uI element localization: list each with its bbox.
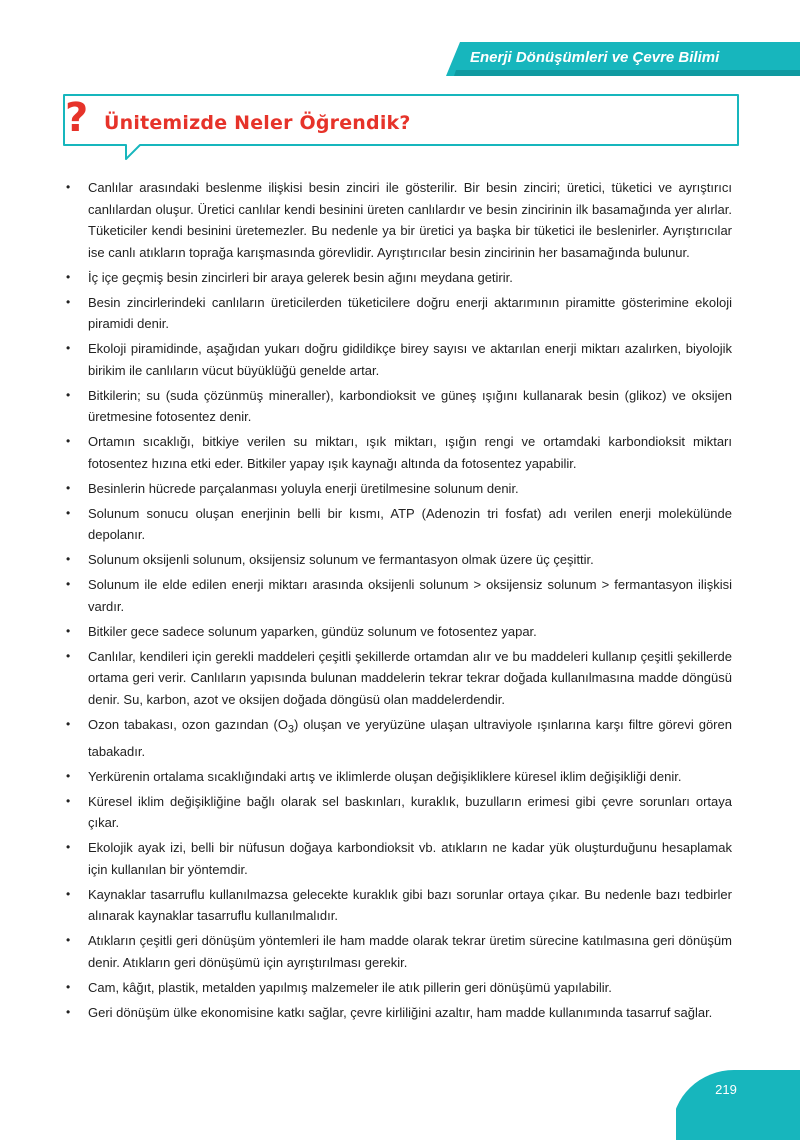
bullet-icon: • [66, 793, 71, 808]
bullet-icon: • [66, 648, 71, 663]
bullet-icon: • [66, 552, 71, 566]
summary-title: Ünitemizde Neler Öğrendik? [104, 112, 411, 134]
list-item: • Solunum ile elde edilen enerji miktarı arasında oksijenli solunum > oksijensiz solunum > fermantasyon ilişkisi vardır. [64, 574, 732, 617]
list-item: • Canlılar, kendileri için gerekli maddeleri çeşitli şekillerde ortamdan alır ve bu maddeleri kullanıp çeşitli şekillerde ortama geri verir. Canlıların yapısında bulunan maddelerin tekrar tekrar doğada kullanılmasına madde döngüsü denir. Su, karbon, azot ve oksijen doğada döngüsü olan maddelerdendir. [64, 646, 732, 711]
bullet-icon: • [66, 180, 71, 194]
bullet-icon: • [66, 480, 71, 495]
bullet-icon: • [66, 840, 71, 855]
list-item: • Besin zincirlerindeki canlıların üreticilerden tüketicilere doğru enerji aktarımının piramitte gösterimine ekoloji piramidi denir. [64, 292, 732, 335]
bullet-icon: • [66, 341, 71, 355]
list-item: • Ekoloji piramidinde, aşağıdan yukarı doğru gidildikçe birey sayısı ve aktarılan enerji miktarı azalırken, biyolojik birikim ile canlıların vücut büyüklüğü genelde artar. [64, 338, 732, 381]
bullet-icon: • [66, 623, 71, 638]
bullet-icon: • [66, 434, 71, 448]
list-item: • Canlılar arasındaki beslenme ilişkisi besin zinciri ile gösterilir. Bir besin zinciri; üretici, tüketici ve ayrıştırıcı canlılardan oluşur. Üretici canlılar kendi besinini üreten canlılardır ve besin zincirinin ilk basamağında yer alırlar. Tüketiciler kendi besinini üretemezler. Bu nedenle ya bir üretici ya başka bir tüketici ile beslenirler. Ayrıştırıcılar ise canlı atıkların toprağa karışmasında görevlidir. Ayrıştırıcılar besin zincirinin her basamağında bulunur. [64, 177, 732, 263]
list-item: • Ortamın sıcaklığı, bitkiye verilen su miktarı, ışık miktarı, ışığın rengi ve ortamdaki karbondioksit miktarı fotosentez hızına etki eder. Bitkiler yapay ışık kaynağı altında da fotosentez yapabilir. [64, 431, 732, 474]
list-item: • Solunum oksijenli solunum, oksijensiz solunum ve fermantasyon olmak üzere üç çeşittir. [64, 549, 732, 571]
subscript-3: 3 [287, 723, 294, 736]
list-item: • Bitkiler gece sadece solunum yaparken, gündüz solunum ve fotosentez yapar. [64, 621, 732, 643]
list-item: • Besinlerin hücrede parçalanması yoluyla enerji üretilmesine solunum denir. [64, 478, 732, 500]
bullet-icon: • [66, 768, 71, 783]
page-corner-shape [676, 1060, 800, 1140]
bullet-icon: • [66, 387, 71, 402]
summary-list [64, 177, 732, 1027]
bullet-icon: • [66, 933, 71, 948]
bullet-icon: • [66, 294, 71, 309]
page-number-badge [676, 1060, 800, 1140]
list-item: • Cam, kâğıt, plastik, metalden yapılmış malzemeler ile atık pillerin geri dönüşümü yapılabilir. [64, 977, 732, 999]
bullet-icon: • [66, 1004, 71, 1019]
list-item: • Geri dönüşüm ülke ekonomisine katkı sağlar, çevre kirliliğini azaltır, ham madde kullanımında tasarruf sağlar. [64, 1002, 732, 1024]
list-item: • İç içe geçmiş besin zincirleri bir araya gelerek besin ağını meydana getirir. [64, 267, 732, 289]
list-item: • Bitkilerin; su (suda çözünmüş mineraller), karbondioksit ve güneş ışığını kullanarak besin (glikoz) ve oksijen üretmesine fotosentez denir. [64, 385, 732, 428]
list-item: • Küresel iklim değişikliğine bağlı olarak sel baskınları, kuraklık, buzulların erimesi gibi çevre sorunları ortaya çıkar. [64, 791, 732, 834]
list-item: • Yerkürenin ortalama sıcaklığındaki artış ve iklimlerde oluşan değişikliklere küresel iklim değişikliği denir. [64, 766, 732, 788]
bullet-icon: • [66, 269, 71, 284]
list-item: • Solunum sonucu oluşan enerjinin belli bir kısmı, ATP (Adenozin tri fosfat) adı verilen enerji molekülünde depolanır. [64, 503, 732, 546]
list-item: • Ekolojik ayak izi, belli bir nüfusun doğaya karbondioksit vb. atıkların ne kadar yük oluşturduğunu hesaplamak için kullanılan bir yöntemdir. [64, 837, 732, 880]
bullet-icon: • [66, 577, 71, 591]
bullet-icon: • [66, 716, 71, 731]
bullet-icon: • [66, 979, 71, 994]
page-number: 219 [715, 1082, 737, 1097]
list-item: • Ozon tabakası, ozon gazından $(O_3)$ oluşan ve yeryüzüne ulaşan ultraviyole ışınlarına karşı filtre görevi gören tabakadır. [64, 714, 732, 763]
bullet-icon: • [66, 505, 71, 520]
list-item: • Kaynaklar tasarruflu kullanılmazsa gelecekte kuraklık gibi bazı sorunlar ortaya çıkar. Bu nedenle bazı tedbirler alınarak kaynaklar tasarruflu kullanılmalıdır. [64, 884, 732, 927]
question-mark-icon: ? [65, 95, 89, 141]
list-item: • Atıkların çeşitli geri dönüşüm yöntemleri ile ham madde olarak tekrar üretim sürecine katılmasına geri dönüşüm denir. Atıkların geri dönüşümü için ayrıştırılması gerekir. [64, 930, 732, 973]
bullet-icon: • [66, 886, 71, 901]
section-title: Enerji Dönüşümleri ve Çevre Bilimi [470, 49, 720, 66]
